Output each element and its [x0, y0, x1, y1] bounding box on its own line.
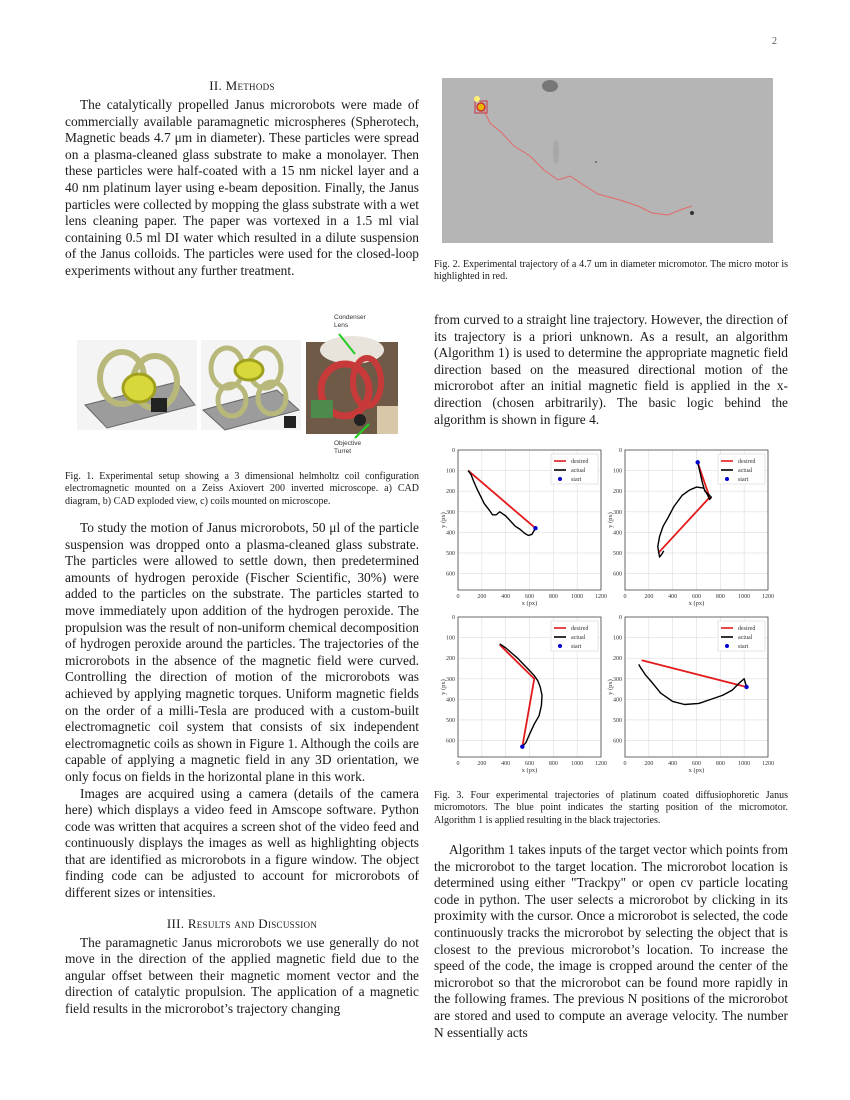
- svg-text:y (px): y (px): [607, 512, 614, 528]
- svg-text:1000: 1000: [571, 594, 584, 600]
- svg-text:desired: desired: [571, 459, 589, 465]
- figure-1: [77, 310, 412, 460]
- figure-2-caption: Fig. 2. Experimental trajectory of a 4.7 um in diameter micromotor. The micro motor is highlighted in red.: [434, 259, 788, 283]
- svg-text:600: 600: [692, 761, 701, 767]
- svg-text:start: start: [571, 477, 582, 483]
- svg-text:600: 600: [446, 571, 455, 578]
- section-heading-methods: II. Methods: [209, 78, 275, 93]
- svg-text:200: 200: [613, 489, 622, 496]
- objective-turret-label: Objective Turret: [334, 440, 362, 455]
- algorithm-intro-text: [434, 312, 788, 428]
- svg-text:400: 400: [613, 697, 622, 704]
- svg-text:desired: desired: [738, 626, 756, 632]
- svg-text:200: 200: [446, 489, 455, 496]
- trajectory-chart-3: [440, 615, 607, 774]
- svg-text:200: 200: [477, 761, 487, 767]
- svg-text:100: 100: [613, 468, 622, 475]
- svg-text:actual: actual: [571, 635, 586, 641]
- svg-text:200: 200: [477, 594, 487, 600]
- svg-text:x (px): x (px): [688, 600, 705, 607]
- svg-text:600: 600: [525, 761, 534, 767]
- svg-text:200: 200: [446, 656, 455, 663]
- svg-text:500: 500: [613, 717, 622, 724]
- svg-text:0: 0: [456, 594, 460, 600]
- svg-text:actual: actual: [571, 468, 586, 474]
- page-number: 2: [772, 36, 777, 47]
- svg-text:500: 500: [613, 550, 622, 557]
- svg-text:200: 200: [613, 656, 622, 663]
- svg-text:1200: 1200: [762, 761, 774, 767]
- methods-section: [65, 78, 419, 280]
- figure-1-caption-block: [65, 471, 419, 508]
- paragraph-imaging: Images are acquired using a camera (details of the camera here) which displays a video feed in Amscope software. Python code was written that acquires a screen shot of the video feed and continuously displays the images as well as highlighting objects that are identified as microrobots in a figure window. The object finding code can be adjusted to account for microrobots of different sizes or intensities.: [65, 785, 419, 901]
- svg-text:0: 0: [619, 615, 622, 621]
- setup-text: [65, 520, 419, 1018]
- svg-text:200: 200: [644, 761, 654, 767]
- figure-2-caption-block: [434, 259, 788, 284]
- svg-text:800: 800: [715, 594, 725, 600]
- svg-text:actual: actual: [738, 468, 753, 474]
- svg-text:x (px): x (px): [521, 600, 538, 607]
- svg-text:actual: actual: [738, 635, 753, 641]
- svg-text:1000: 1000: [571, 761, 584, 767]
- svg-text:800: 800: [715, 761, 725, 767]
- figure-3-caption-block: [434, 790, 788, 827]
- svg-text:desired: desired: [571, 626, 589, 632]
- svg-text:800: 800: [548, 761, 558, 767]
- svg-text:400: 400: [501, 594, 511, 600]
- svg-text:0: 0: [619, 448, 622, 454]
- svg-text:300: 300: [613, 509, 622, 516]
- paragraph-results: The paramagnetic Janus microrobots we use generally do not move in the direction of the applied magnetic field due to the angular offset between their magnetic moment vector and the direction of catalytic propulsion. The application of a magnetic field results in the microrobot’s trajectory changing: [65, 934, 419, 1017]
- figure-3-plots: [440, 444, 785, 779]
- svg-text:100: 100: [446, 635, 455, 642]
- methods-paragraph: The catalytically propelled Janus microrobots were made of commercially available paramagnetic microspheres (Spherotech, Magnetic beads 4.7 μm in diameter). These particles were spread on a plasma-cleaned glass substrate to make a monolayer. Then these particles were half-coated with a 15 nm nickel layer and a 40 nm platinum layer using e-beam deposition. Finally, the Janus particles were collected by mopping the glass substrate with a wet lens cleaning paper. The paper was vortexed in a 1.5 ml vial containing 0.5 ml DI water which resulted in a dilute suspension of the Janus colloids. The particles were used for the closed-loop experiments without any further treatment.: [65, 97, 420, 278]
- svg-text:400: 400: [501, 761, 511, 767]
- cad-diagram-panel: [77, 340, 197, 430]
- svg-text:0: 0: [452, 615, 455, 621]
- svg-text:500: 500: [446, 717, 455, 724]
- svg-text:400: 400: [668, 594, 678, 600]
- condenser-lens-label: Condenser Lens: [334, 314, 366, 329]
- svg-text:1200: 1200: [595, 761, 607, 767]
- svg-text:1200: 1200: [762, 594, 774, 600]
- svg-text:0: 0: [623, 594, 627, 600]
- paragraph-continued: from curved to a straight line trajectory. However, the direction of its trajectory is a priori unknown. As a result, an algorithm (Algorithm 1) is used to determine the appropriate magnetic field direction based on the measured directional motion of the microrobot after an initial magnetic field is applied in the x-direction (chosen arbitrarily). The basic logic behind the algorithm is shown in figure 4.: [434, 312, 788, 427]
- svg-text:300: 300: [446, 509, 455, 516]
- svg-text:x (px): x (px): [521, 767, 538, 774]
- trajectory-chart-2: [607, 448, 774, 607]
- svg-text:y (px): y (px): [440, 512, 447, 528]
- svg-text:400: 400: [668, 761, 678, 767]
- algorithm-text: [434, 842, 788, 1041]
- figure-3-caption: Fig. 3. Four experimental trajectories of platinum coated diffusiophoretic Janus micromotors. The blue point indicates the starting position of the micromotor. Algorithm 1 is applied resulting in the black trajectories.: [434, 790, 788, 826]
- svg-text:600: 600: [446, 738, 455, 745]
- svg-text:400: 400: [613, 530, 622, 537]
- svg-text:500: 500: [446, 550, 455, 557]
- svg-text:400: 400: [446, 530, 455, 537]
- svg-text:300: 300: [613, 676, 622, 683]
- svg-text:100: 100: [613, 635, 622, 642]
- svg-text:600: 600: [692, 594, 701, 600]
- svg-text:100: 100: [446, 468, 455, 475]
- figure-1-caption: Fig. 1. Experimental setup showing a 3 dimensional helmholtz coil configuration electromagnetic mounted on a Zeiss Axiovert 200 inverted microscope. a) CAD diagram, b) CAD exploded view, c) coils mounted on microscope.: [65, 471, 419, 507]
- section-heading-results: III. Results and Discussion: [166, 915, 318, 931]
- paragraph-motion: To study the motion of Janus microrobots, 50 μl of the particle suspension was dropped onto a plasma-cleaned glass substrate. The particles were allowed to settle down, then predetermined amounts of hydrogen peroxide (Fischer Scientific, 30%) were added to the particles on the substrate. The particles started to move immediately upon addition of the hydrogen peroxide. The propulsion was the result of non-uniform chemical decomposition of hydrogen peroxide around the particles. The trajectories of the microrobots in the absence of the magnetic field were curved. Controlling the direction of motion of the microrobots was achieved by applying magnetic torques. Uniform magnetic fields on the order of a milli-Tesla are produced with a custom-built electromagnetic coil system that consists of six independent electromagnetic coils as shown in Figure 1. Although the coils are capable of applying a magnetic field in any 3D orientation, we only focus on fields in the horizontal plane in this work.: [65, 520, 419, 784]
- svg-text:600: 600: [613, 571, 622, 578]
- svg-text:y (px): y (px): [607, 679, 614, 695]
- svg-text:200: 200: [644, 594, 654, 600]
- trajectory-chart-1: [440, 448, 607, 607]
- svg-text:300: 300: [446, 676, 455, 683]
- svg-text:0: 0: [623, 761, 627, 767]
- svg-text:600: 600: [525, 594, 534, 600]
- svg-text:600: 600: [613, 738, 622, 745]
- figure-2-image: [442, 78, 773, 243]
- svg-text:0: 0: [456, 761, 460, 767]
- paragraph-algorithm: Algorithm 1 takes inputs of the target vector which points from the microrobot to the target location. The microrobot location is determined using either "Trackpy" or open cv particle locating code in python. The user selects a microrobot by clicking in its proximity with the cursor. Once a microrobot is selected, the code continuously tracks the microrobot by selecting the object that is closest to the previous microrobot’s location. To increase the speed of the code, the image is cropped around the center of the microrobot so that the microrobot can be found more rapidly in the following frames. The previous N positions of the microrobot are stored and used to compute an average velocity. The number N essentially acts: [434, 842, 788, 1040]
- trajectory-chart-4: [607, 615, 774, 774]
- svg-text:start: start: [738, 477, 749, 483]
- svg-text:0: 0: [452, 448, 455, 454]
- svg-text:x (px): x (px): [688, 767, 705, 774]
- svg-text:400: 400: [446, 697, 455, 704]
- trajectory-charts: [440, 444, 785, 779]
- svg-text:start: start: [571, 644, 582, 650]
- svg-text:desired: desired: [738, 459, 756, 465]
- svg-text:1000: 1000: [738, 594, 751, 600]
- microscope-photo-panel: [306, 334, 398, 438]
- svg-text:1000: 1000: [738, 761, 751, 767]
- svg-text:start: start: [738, 644, 749, 650]
- figure-1-image: [77, 310, 412, 460]
- cad-exploded-panel: [201, 340, 301, 430]
- svg-text:800: 800: [548, 594, 558, 600]
- svg-text:1200: 1200: [595, 594, 607, 600]
- svg-text:y (px): y (px): [440, 679, 447, 695]
